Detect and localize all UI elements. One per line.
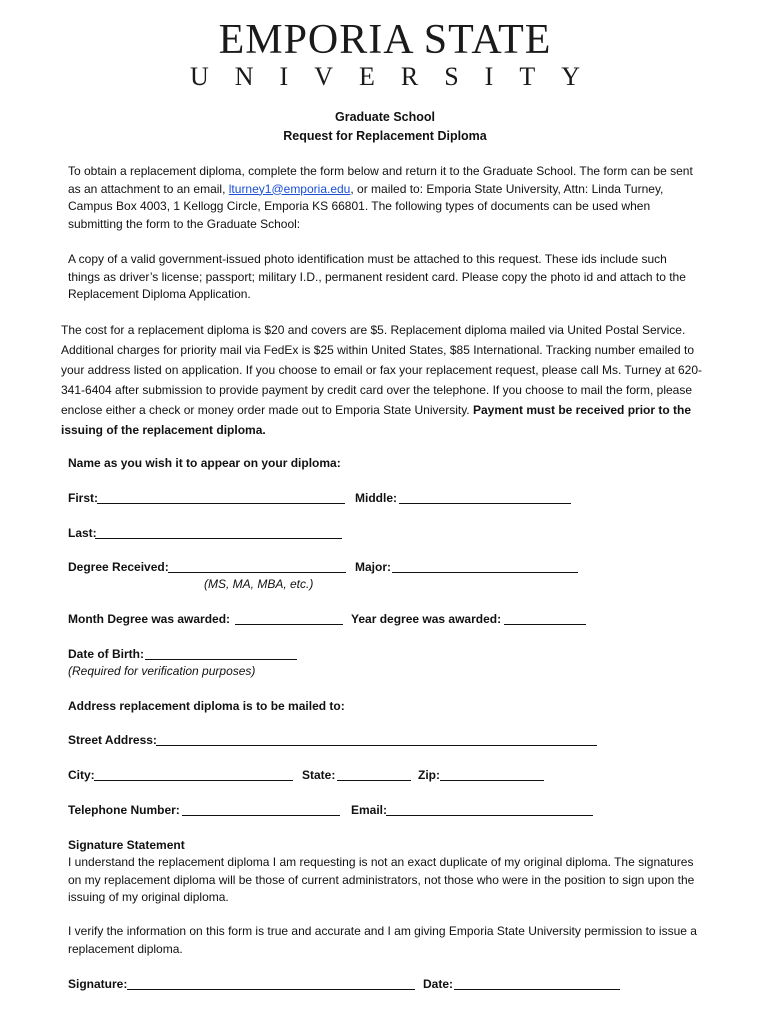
email-label: Email: bbox=[351, 803, 388, 817]
degree-field[interactable] bbox=[168, 560, 346, 573]
verification-statement: I verify the information on this form is true and accurate and I am giving Emporia State University permission to issue a replacement diploma. bbox=[68, 924, 697, 956]
telephone-field[interactable] bbox=[182, 803, 340, 816]
degree-label: Degree Received: bbox=[68, 560, 169, 574]
id-requirement-paragraph: A copy of a valid government-issued photo identification must be attached to this request. These ids include such things as driver’s license; passport; military I.D., permanent resident card. Please copy the photo id and attach to the Replacement Diploma Application. bbox=[68, 252, 686, 301]
cost-text: The cost for a replacement diploma is $20 and covers are $5. Replacement diploma mailed via United Postal Service. Additional charges for priority mail via FedEx is $25 within United States, $85 International. Tracking number emailed to your address listed on application. If you choose to email or fax your replacement request, please call Ms. Turney at 620-341-6404 after submission to provide payment by credit card over the telephone. If you choose to mail the form, please enclose either a check or money order made out to Emporia State University. bbox=[61, 323, 703, 417]
state-label: State: bbox=[302, 768, 336, 782]
telephone-label: Telephone Number: bbox=[68, 803, 180, 817]
city-field[interactable] bbox=[94, 768, 293, 781]
street-address-field[interactable] bbox=[156, 733, 597, 746]
middle-name-field[interactable] bbox=[399, 491, 571, 504]
first-name-field[interactable] bbox=[97, 491, 345, 504]
logo-line-2: UNIVERSITY bbox=[190, 62, 606, 91]
signature-field[interactable] bbox=[127, 977, 415, 990]
month-awarded-label: Month Degree was awarded: bbox=[68, 612, 231, 626]
signature-statement-text: I understand the replacement diploma I am requesting is not an exact duplicate of my original diploma. The signatures on my replacement diploma will be those of current administrators, not those who were in the position to sign upon the issuing of my original diploma. bbox=[68, 855, 695, 904]
intro-paragraph bbox=[68, 163, 698, 233]
first-name-label: First: bbox=[68, 491, 98, 505]
intro-text-end: , or mailed to: Emporia State University, Attn: Linda Turney, Campus Box 4003, 1 Kellogg Circle, Emporia KS 66801. The following types of documents can be used when submitting the form to the Graduate School: bbox=[68, 181, 664, 231]
date-label: Date: bbox=[423, 977, 454, 991]
year-awarded-label: Year degree was awarded: bbox=[351, 612, 502, 626]
dob-field[interactable] bbox=[145, 647, 297, 660]
last-name-label: Last: bbox=[68, 526, 97, 540]
last-name-field[interactable] bbox=[95, 526, 342, 539]
major-label: Major: bbox=[355, 560, 391, 574]
city-label: City: bbox=[68, 768, 95, 782]
cost-paragraph bbox=[61, 320, 706, 440]
middle-name-label: Middle: bbox=[355, 491, 397, 505]
university-logo bbox=[0, 18, 770, 92]
payment-note: Payment must be received prior to the issuing of the replacement diploma. bbox=[61, 403, 692, 437]
page-subtitle: Request for Replacement Diploma bbox=[283, 129, 487, 143]
state-field[interactable] bbox=[337, 768, 411, 781]
signature-statement-heading: Signature Statement bbox=[68, 838, 185, 852]
intro-text-start: To obtain a replacement diploma, complete the form below and return it to the Graduate School. The form can be sent as an attachment to an email, bbox=[68, 164, 693, 196]
major-field[interactable] bbox=[392, 560, 578, 573]
degree-hint: (MS, MA, MBA, etc.) bbox=[204, 577, 314, 591]
logo-line-1: EMPORIA STATE bbox=[218, 17, 552, 63]
month-awarded-field[interactable] bbox=[235, 612, 343, 625]
email-field[interactable] bbox=[386, 803, 593, 816]
name-heading: Name as you wish it to appear on your diploma: bbox=[68, 456, 341, 470]
page-title: Graduate School bbox=[334, 110, 436, 124]
date-field[interactable] bbox=[454, 977, 620, 990]
dob-label: Date of Birth: bbox=[68, 647, 144, 661]
zip-field[interactable] bbox=[440, 768, 544, 781]
zip-label: Zip: bbox=[418, 768, 440, 782]
signature-label: Signature: bbox=[68, 977, 128, 991]
dob-hint: (Required for verification purposes) bbox=[68, 664, 256, 678]
street-address-label: Street Address: bbox=[68, 733, 157, 747]
year-awarded-field[interactable] bbox=[504, 612, 586, 625]
address-heading: Address replacement diploma is to be mailed to: bbox=[68, 699, 345, 713]
contact-email-link[interactable]: lturney1@emporia.edu bbox=[228, 181, 351, 196]
